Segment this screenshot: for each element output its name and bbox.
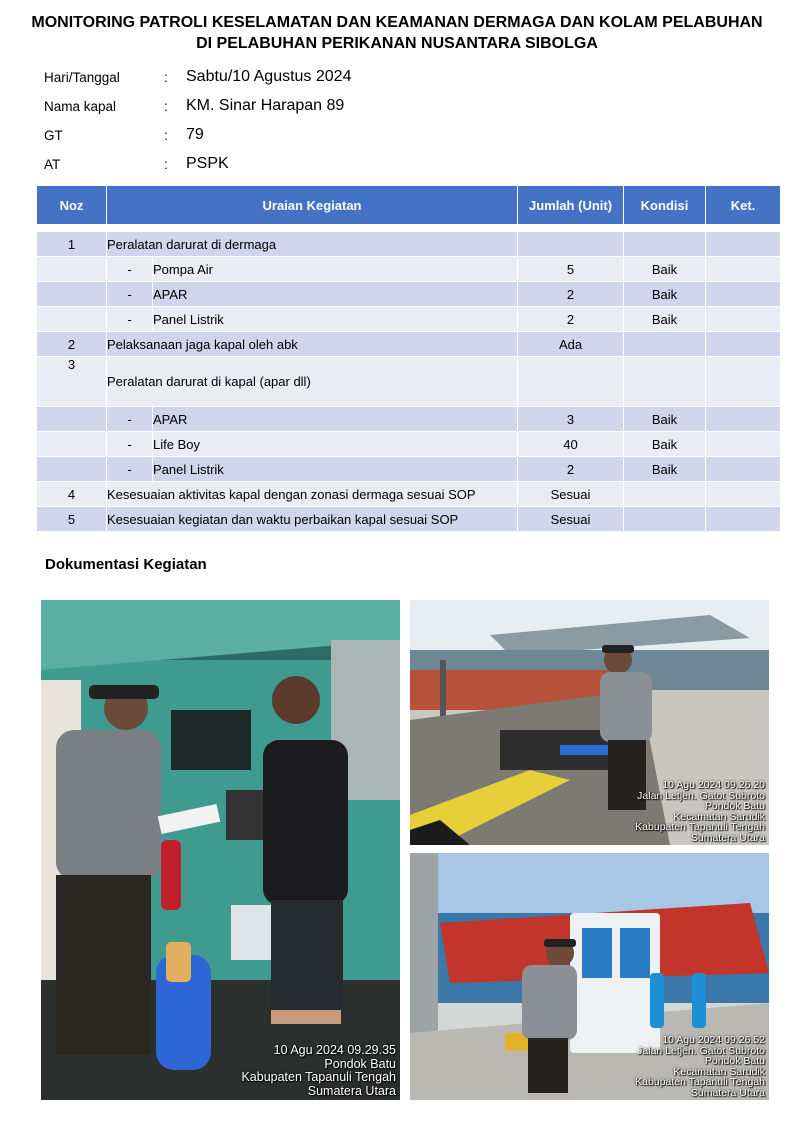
row-number: 3 [37,357,107,407]
table-header-row [37,186,781,225]
header-quantity: Jumlah (Unit) [518,186,624,225]
activity-table [36,185,781,532]
table-row [37,357,781,407]
photo-timestamp [241,1044,396,1098]
row-number: 4 [37,482,107,507]
row-condition: Baik [624,257,706,282]
row-dash: - [107,307,153,332]
row-dash: - [107,257,153,282]
row-description: Peralatan darurat di kapal (apar dll) [107,357,518,407]
info-label: GT [44,128,63,143]
row-dash: - [107,407,153,432]
stamp-line: Pondok Batu [704,800,765,812]
info-colon: : [164,70,168,85]
photo-timestamp [635,780,765,843]
stamp-line: Kabupaten Tapanuli Tengah [241,1070,396,1084]
documentation-heading: Dokumentasi Kegiatan [45,556,207,573]
stamp-line: Kecamatan Sarudik [673,810,765,823]
info-colon: : [164,128,168,143]
row-dash: - [107,282,153,307]
info-value: PSPK [186,155,229,172]
row-quantity: Ada [518,332,624,357]
info-colon: : [164,99,168,114]
row-quantity: 2 [518,282,624,307]
stamp-line: Jalan Letjen. Gatot Subroto [637,1044,765,1057]
table-row [37,457,781,482]
stamp-line: Kabupaten Tapanuli Tengah [635,821,765,833]
photo-illustration [41,600,400,1100]
row-number: 2 [37,332,107,357]
row-item: Panel Listrik [153,307,518,332]
row-description: Kesesuaian aktivitas kapal dengan zonasi dermaga sesuai SOP [107,482,518,507]
row-quantity: 40 [518,432,624,457]
stamp-line: Sumatera Utara [690,1086,765,1099]
row-condition: Baik [624,307,706,332]
header-notes: Ket. [706,186,781,225]
activity-photo-dock-panel [410,600,769,845]
report-title [0,12,794,54]
row-description: Kesesuaian kegiatan dan waktu perbaikan kapal sesuai SOP [107,507,518,532]
info-label: Hari/Tanggal [44,70,120,85]
stamp-line: Pondok Batu [704,1055,765,1067]
stamp-line: Pondok Batu [324,1056,396,1071]
row-item: APAR [153,407,518,432]
info-value: KM. Sinar Harapan 89 [186,97,345,114]
row-quantity: 2 [518,457,624,482]
table-row [37,432,781,457]
table-row [37,307,781,332]
stamp-line: 10 Agu 2024 09.29.35 [273,1043,396,1057]
row-condition: Baik [624,457,706,482]
header-description: Uraian Kegiatan [107,186,518,225]
table-row [37,332,781,357]
row-condition: Baik [624,282,706,307]
row-quantity: 2 [518,307,624,332]
table-row [37,232,781,257]
stamp-line: 10 Agu 2024 09.26.52 [662,1034,765,1046]
row-quantity: 5 [518,257,624,282]
row-item: Pompa Air [153,257,518,282]
row-description: Pelaksanaan jaga kapal oleh abk [107,332,518,357]
table-row [37,282,781,307]
info-value: 79 [186,126,204,143]
table-row [37,507,781,532]
row-number: 1 [37,232,107,257]
row-item: Panel Listrik [153,457,518,482]
row-quantity: 3 [518,407,624,432]
stamp-line: Kabupaten Tapanuli Tengah [635,1076,765,1088]
header-condition: Kondisi [624,186,706,225]
table-row [37,257,781,282]
info-label: Nama kapal [44,99,117,114]
stamp-line: Sumatera Utara [307,1083,396,1098]
title-line-1: MONITORING PATROLI KESELAMATAN DAN KEAMANAN DERMAGA DAN KOLAM PELABUHAN [31,14,763,31]
stamp-line: Sumatera Utara [690,831,765,844]
info-value: Sabtu/10 Agustus 2024 [186,68,352,85]
info-label: AT [44,157,61,172]
table-row [37,407,781,432]
row-quantity: Sesuai [518,507,624,532]
row-dash: - [107,432,153,457]
row-item: APAR [153,282,518,307]
stamp-line: Jalan Letjen. Gatot Subroto [637,789,765,802]
header-no: Noz [37,186,107,225]
row-condition: Baik [624,407,706,432]
row-quantity: Sesuai [518,482,624,507]
row-description: Peralatan darurat di dermaga [107,232,518,257]
row-number: 5 [37,507,107,532]
table-row [37,482,781,507]
title-line-2: DI PELABUHAN PERIKANAN NUSANTARA SIBOLGA [196,35,598,52]
photo-timestamp [635,1035,765,1098]
activity-photo-wheelhouse [41,600,400,1100]
info-colon: : [164,157,168,172]
row-condition: Baik [624,432,706,457]
row-item: Life Boy [153,432,518,457]
stamp-line: 10 Agu 2024 09.26.20 [662,779,765,791]
activity-photo-electric-panel [410,853,769,1100]
row-dash: - [107,457,153,482]
stamp-line: Kecamatan Sarudik [673,1065,765,1078]
